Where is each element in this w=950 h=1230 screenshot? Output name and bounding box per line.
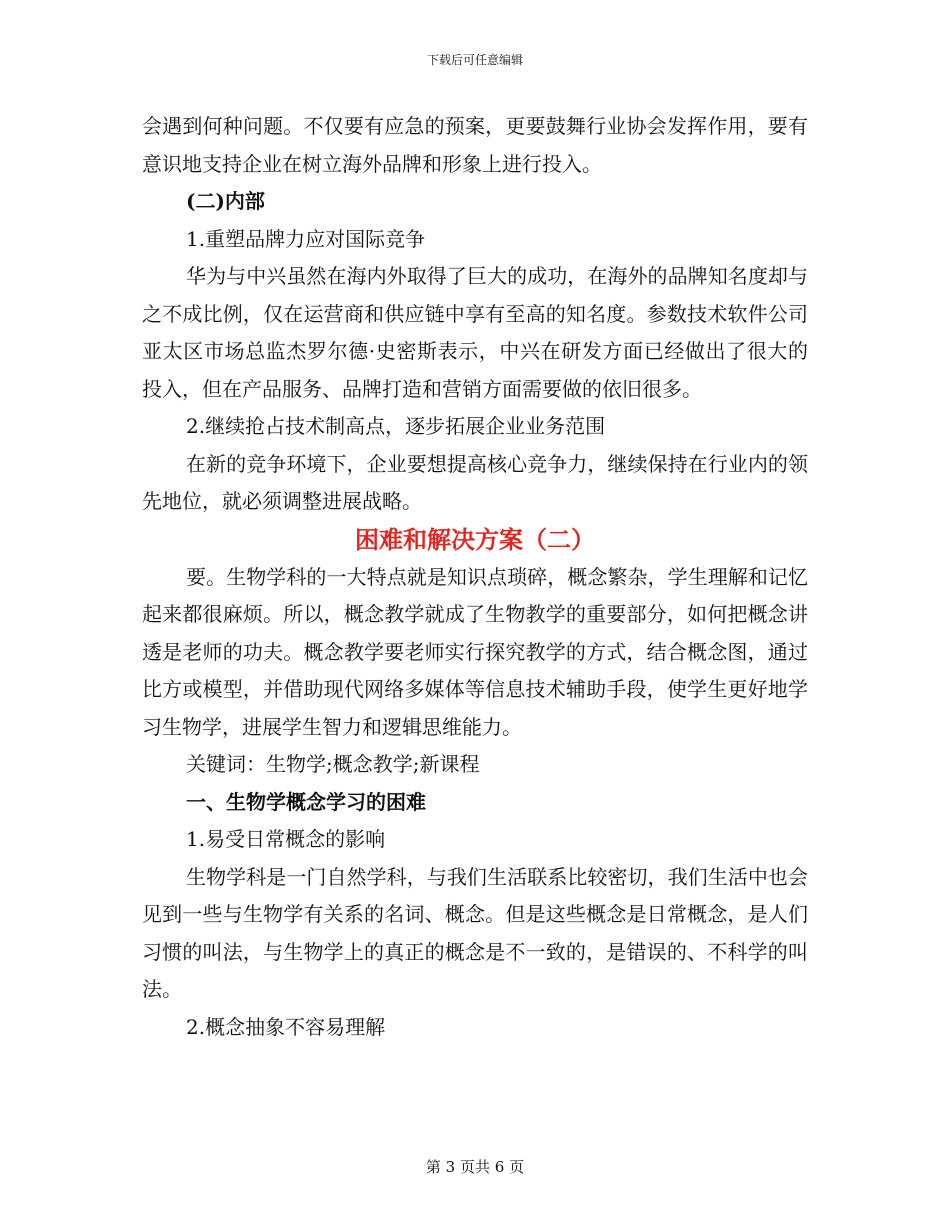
paragraph-strategy: 在新的竞争环境下，企业要想提高核心竞争力，继续保持在行业内的领先地位，就必须调整进展战略。 <box>142 451 808 513</box>
paragraph-brand: 华为与中兴虽然在海内外取得了巨大的成功，在海外的品牌知名度却与之不成比例，仅在运营商和供应链中享有至高的知名度。参数技术软件公司亚太区市场总监杰罗尔德·史密斯表示，中兴在研发方面已经做出了很大的投入，但在产品服务、品牌打造和营销方面需要做的依旧很多。 <box>142 264 808 401</box>
page-header: 下载后可任意编辑 <box>426 53 523 67</box>
heading-internal: (二)内部 <box>186 189 265 213</box>
page-footer: 第 3 页共 6 页 <box>425 1158 525 1176</box>
keywords-line: 关键词：生物学;概念教学;新课程 <box>186 752 480 776</box>
paragraph-continuation: 会遇到何种问题。不仅要有应急的预案，更要鼓舞行业协会发挥作用，要有意识地支持企业在树立海外品牌和形象上进行投入。 <box>142 114 808 176</box>
heading-difficulty: 一、生物学概念学习的困难 <box>186 789 426 814</box>
heading-technology: 2.继续抢占技术制高点，逐步拓展企业业务范围 <box>186 414 606 438</box>
paragraph-daily-concepts: 生物学科是一门自然学科，与我们生活联系比较密切，我们生活中也会见到一些与生物学有关系的名词、概念。但是这些概念是日常概念，是人们习惯的叫法，与生物学上的真正的概念是不一致的，是错误的、不科学的叫法。 <box>142 864 808 1001</box>
heading-brand: 1.重塑品牌力应对国际竞争 <box>186 226 426 251</box>
document-body <box>142 108 808 1046</box>
heading-abstract-concepts: 2.概念抽象不容易理解 <box>186 1014 386 1039</box>
heading-daily-concepts: 1.易受日常概念的影响 <box>186 827 386 851</box>
section-title: 困难和解决方案（二） <box>355 524 595 554</box>
paragraph-abstract: 要。生物学科的一大特点就是知识点琐碎，概念繁杂，学生理解和记忆起来都很麻烦。所以，概念教学就成了生物教学的重要部分，如何把概念讲透是老师的功夫。概念教学要老师实行探究教学的方式，结合概念图，通过比方或模型，并借助现代网络多媒体等信息技术辅助手段，使学生更好地学习生物学，进展学生智力和逻辑思维能力。 <box>142 564 808 739</box>
